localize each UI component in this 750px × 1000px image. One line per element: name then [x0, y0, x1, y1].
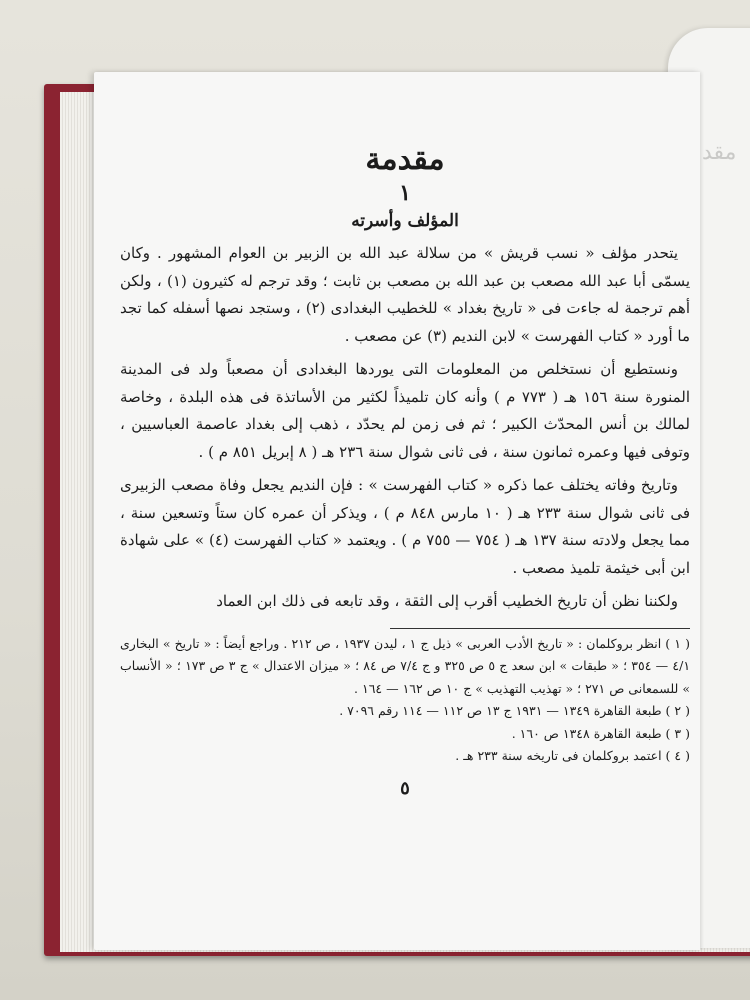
page-title: مقدمة	[365, 142, 445, 177]
paragraph: وتاريخ وفاته يختلف عما ذكره « كتاب الفهرست » : فإن النديم يجعل وفاة مصعب الزبيرى فى ثانى شوال سنة ٢٣٣ هـ ( ١٠ مارس ٨٤٨ م ) ، ويذكر أن عمره كان ستاً وتسعين سنة ، مما يجعل ولادته سنة ١٣٧ هـ ( ٧٥٤ — ٧٥٥ م ) . ويعتمد « كتاب الفهرست (٤) » على شهادة ابن أبى خيثمة تلميذ مصعب .	[120, 476, 690, 577]
section-number: ١	[399, 180, 411, 206]
footnote: ( ٢ ) طبعة القاهرة ١٣٤٩ — ١٩٣١ ج ١٣ ص ١١٢ — ١١٤ رقم ٧٠٩٦ .	[339, 703, 690, 718]
paragraph: يتحدر مؤلف « نسب قريش » من سلالة عبد الله بن الزبير بن العوام المشهور . وكان يسمّى أبا عبد الله مصعب بن عبد الله بن مصعب بن ثابت ؛ وقد ترجم له كثيرون (١) ، ولكن أهم ترجمة له جاءت فى « تاريخ بغداد » للخطيب البغدادى (٢) ، وستجد نصها أسفله كما تجد ما أورد « كتاب الفهرست » لابن النديم (٣) عن مصعب .	[120, 244, 691, 345]
footnote-rule	[390, 628, 690, 629]
footnotes	[120, 633, 690, 768]
paragraph: ونستطيع أن نستخلص من المعلومات التى يوردها البغدادى أن مصعباً ولد فى المدينة المنورة سنة ١٥٦ هـ ( ٧٧٣ م ) وأنه كان تلميذاً لكثير من الأساتذة فى هذه البلدة ، وخاصة لمالك بن أنس المحدّث الكبير ؛ ثم فى زمن لم يحدّد ، ذهب إلى بغداد عاصمة العباسيين ، وتوفى فيها وعمره ثمانون سنة ، فى ثانى شوال سنة ٢٣٦ هـ ( ٨ إبريل ٨٥١ م ) .	[120, 360, 690, 461]
section-heading: المؤلف وأسرته	[351, 211, 459, 231]
page-content	[120, 140, 690, 799]
facing-page-bleed-text: مقد	[702, 140, 737, 165]
footnote: ( ١ ) انظر بروكلمان : « تاريخ الأدب العربى » ذيل ج ١ ، ليدن ١٩٣٧ ، ص ٢١٢ . وراجع أيضاً : « تاريخ » البخارى ٤/١ — ٣٥٤ ؛ « طبقات » ابن سعد ج ٥ ص ٣٢٥ و ج ٧/٤ ص ٨٤ ؛ « ميزان الاعتدال » ج ٣ ص ١٧٣ ؛ « الأنساب » للسمعانى ص ٢٧١ ؛ « تهذيب التهذيب » ج ١٠ ص ١٦٢ — ١٦٤ .	[120, 635, 691, 696]
footnote: ( ٣ ) طبعة القاهرة ١٣٤٨ ص ١٦٠ .	[511, 725, 690, 741]
page-number: ٥	[400, 777, 410, 799]
footnote: ( ٤ ) اعتمد بروكلمان فى تاريخه سنة ٢٣٣ هـ .	[455, 748, 690, 763]
paragraph: ولكننا نظن أن تاريخ الخطيب أقرب إلى الثقة ، وقد تابعه فى ذلك ابن العماد	[216, 592, 678, 610]
